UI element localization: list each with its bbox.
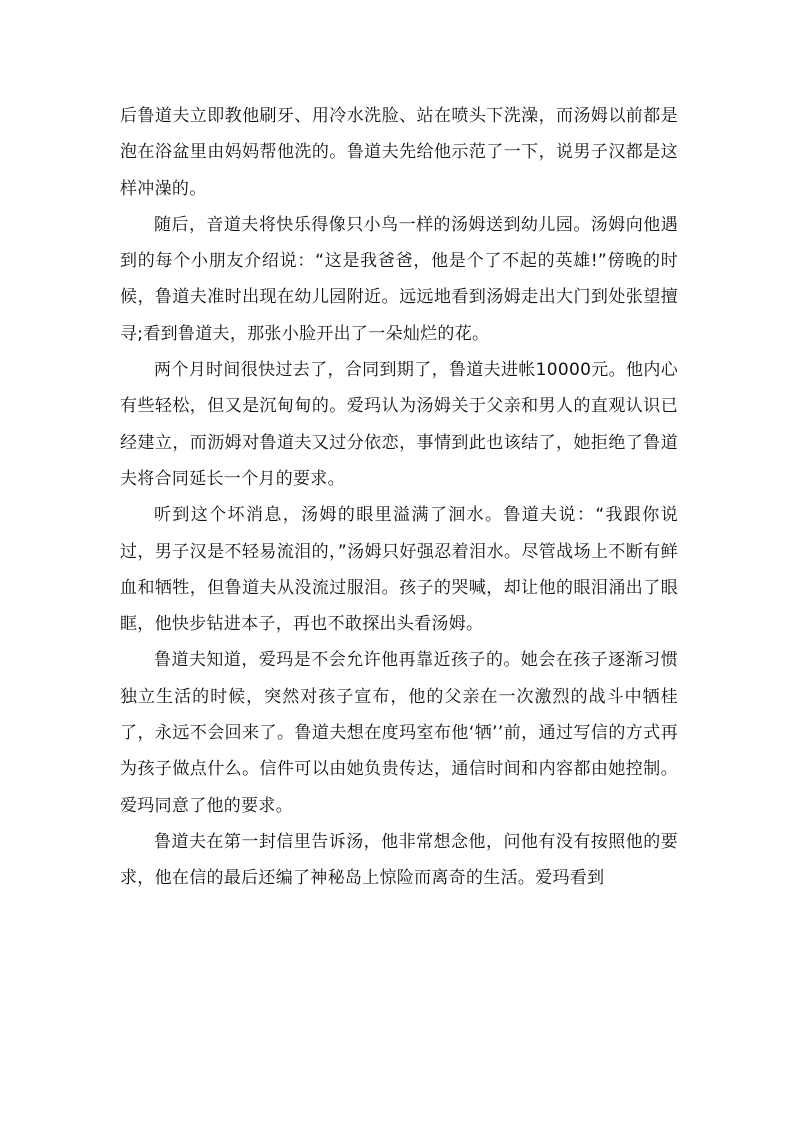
paragraph-3: 两个月时间很快过去了，合同到期了，鲁道夫进帐10000元。他内心有些轻松，但又是沉甸甸的。爱玛认为汤姆关于父亲和男人的直观认识已经建立，而沥姆对鲁道夫又过分依恋，事情到此也该结了，她拒绝了鲁道夫将合同延长一个月的要求。 [120,360,678,489]
paragraph-5: 鲁道夫知道，爱玛是不会允许他再靠近孩子的。她会在孩子逐渐习惯独立生活的时候，突然对孩子宣布，他的父亲在一次激烈的战斗中牺桂了，永远不会回来了。鲁道夫想在度玛室布他‘牺’’前，通过写信的方式再为孩子做点什么。信件可以由她负贵传达，通信时间和内容都由她控制。爱玛同意了他的要求。 [120,650,678,816]
paragraph-6: 鲁道夫在第一封信里告诉汤，他非常想念他，问他有没有按照他的要求，他在信的最后还编了神秘岛上惊险而离奇的生活。爱玛看到 [120,831,678,889]
paragraph-4: 听到这个坏消息，汤姆的眼里溢满了洄水。鲁道夫说：“我跟你说过，男子汉是不轻易流泪的，”汤姆只好强忍着泪水。尽管战场上不断有鲜血和牺牲，但鲁道夫从没流过服泪。孩子的哭喊，却让他的眼泪涌出了眼眶，他快步钻进本子，再也不敢探出头看汤姆。 [120,505,678,635]
paragraph-2: 随后，音道夫将快乐得像只小鸟一样的汤姆送到幼儿园。汤姆向他遇到的每个小朋友介绍说：“这是我爸爸，他是个了不起的英雄!”傍晚的时候，鲁道夫准时出现在幼儿园附近。远远地看到汤姆走出大门到处张望擅寻;看到鲁道夫，那张小脸开出了一朵灿烂的花。 [120,214,678,344]
document-body [120,98,678,897]
paragraph-1: 后鲁道夫立即教他刷牙、用冷水洗脸、站在喷头下洗澡，而汤姆以前都是泡在浴盆里由妈妈帮他洗的。鲁道夫先给他示范了一下，说男子汉都是这样冲澡的。 [120,106,678,199]
